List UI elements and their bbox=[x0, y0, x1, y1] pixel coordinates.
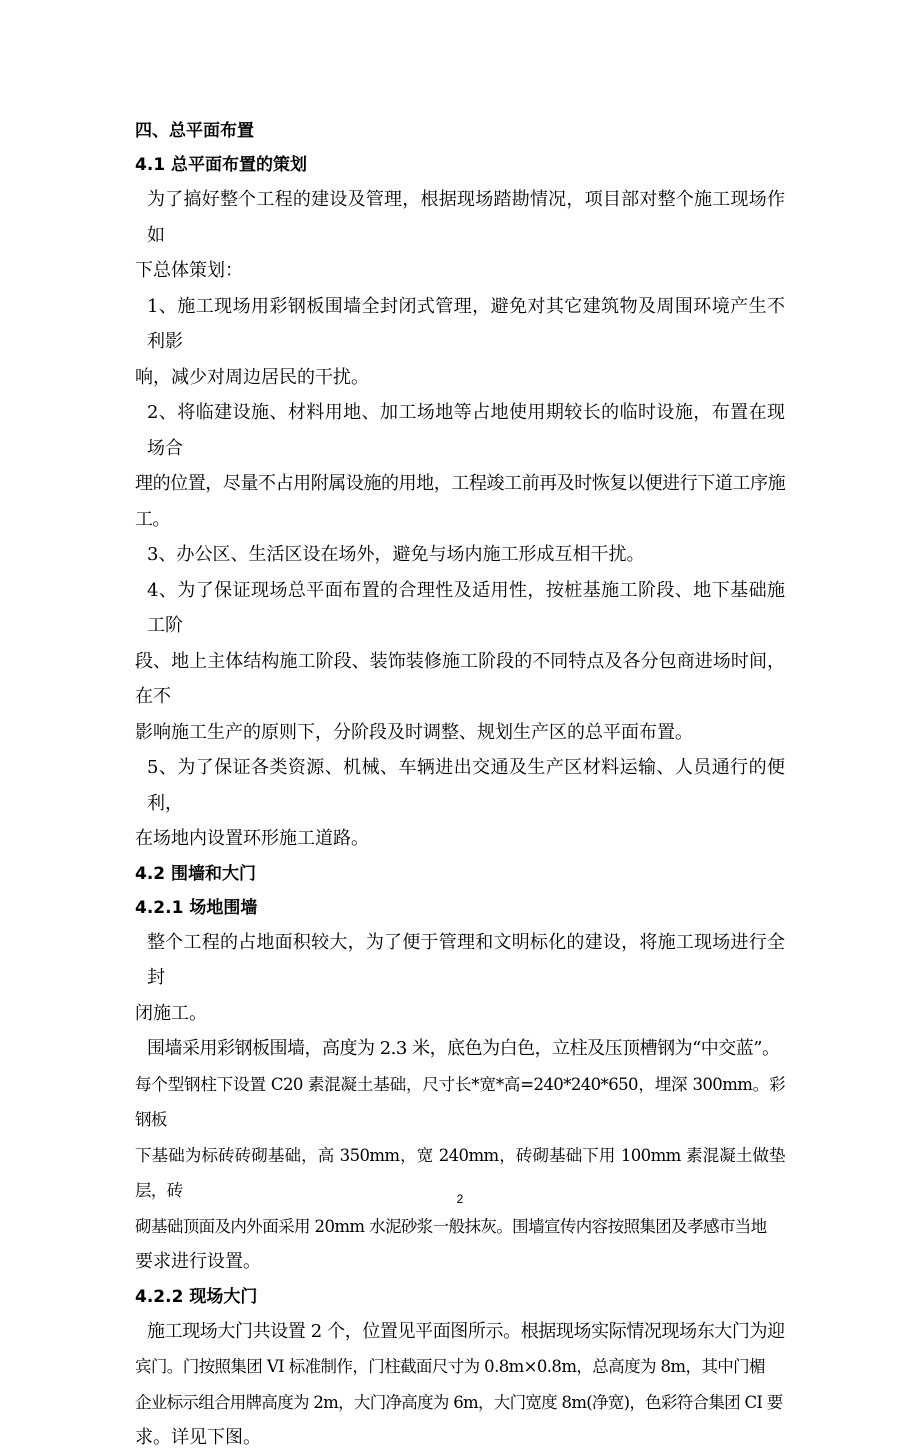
s421-p2-line-5: 要求进行设置。 bbox=[135, 1251, 261, 1272]
s41-item2-line-1: 2、将临建设施、材料用地、加工场地等占地使用期较长的临时设施，布置在现场合 bbox=[147, 402, 785, 459]
s41-item3-line-1: 3、办公区、生活区设在场外，避免与场内施工形成互相干扰。 bbox=[147, 544, 645, 565]
s421-p1-line-2: 闭施工。 bbox=[135, 1002, 207, 1024]
s421-p2-line-3: 下基础为标砖砖砌基础，高 350mm，宽 240mm，砖砌基础下用 100mm 素混凝土做垫层，砖 bbox=[135, 1145, 785, 1200]
s41-item2-line-2: 理的位置，尽量不占用附属设施的用地，工程竣工前再及时恢复以便进行下道工序施工。 bbox=[135, 473, 785, 530]
s421-p2-line-1: 围墙采用彩钢板围墙，高度为 2.3 米，底色为白色，立柱及压顶槽钢为“中交蓝”。 bbox=[147, 1038, 780, 1059]
s41-intro-line-2: 下总体策划： bbox=[135, 260, 243, 281]
s421-p2-line-2: 每个型钢柱下设置 C20 素混凝土基础，尺寸长*宽*高=240*240*650，埋深 300mm。彩钢板 bbox=[135, 1074, 785, 1129]
s422-p1-line-2: 宾门。门按照集团 VI 标准制作，门柱截面尺寸为 0.8m×0.8m，总高度为 8m，其中门楣 bbox=[135, 1357, 765, 1376]
s41-item5-line-2: 在场地内设置环形施工道路。 bbox=[135, 828, 369, 849]
subsection-title-4-2: 4.2 围墙和大门 bbox=[135, 863, 257, 884]
subsection-title-4-1: 4.1 总平面布置的策划 bbox=[135, 155, 308, 175]
subsection-title-4-2-2: 4.2.2 现场大门 bbox=[135, 1286, 258, 1307]
s41-item1-line-1: 1、施工现场用彩钢板围墙全封闭式管理，避免对其它建筑物及周围环境产生不利影 bbox=[147, 295, 785, 352]
s41-item4-line-2: 段、地上主体结构施工阶段、装饰装修施工阶段的不同特点及各分包商进场时间，在不 bbox=[135, 650, 785, 707]
page-number: 2 bbox=[456, 1192, 464, 1206]
s41-item4-line-3: 影响施工生产的原则下，分阶段及时调整、规划生产区的总平面布置。 bbox=[135, 721, 693, 743]
s421-p1-line-1: 整个工程的占地面积较大，为了便于管理和文明标化的建设，将施工现场进行全封 bbox=[147, 931, 785, 988]
s41-item1-line-2: 响，减少对周边居民的干扰。 bbox=[135, 366, 369, 388]
s421-p2-line-4: 砌基础顶面及内外面采用 20mm 水泥砂浆一般抹灰。围墙宣传内容按照集团及孝感市当地 bbox=[135, 1216, 767, 1236]
s41-item5-line-1: 5、为了保证各类资源、机械、车辆进出交通及生产区材料运输、人员通行的便利， bbox=[147, 757, 785, 814]
s422-p1-line-4: 求。详见下图。 bbox=[135, 1427, 261, 1448]
document-body bbox=[135, 114, 785, 1456]
s41-intro-line-1: 为了搞好整个工程的建设及管理，根据现场踏勘情况，项目部对整个施工现场作如 bbox=[147, 189, 785, 246]
s422-p1-line-1: 施工现场大门共设置 2 个，位置见平面图所示。根据现场实际情况现场东大门为迎 bbox=[147, 1320, 785, 1342]
s422-p1-line-3: 企业标示组合用牌高度为 2m，大门净高度为 6m，大门宽度 8m(净宽)，色彩符合集团 CI 要 bbox=[135, 1392, 783, 1412]
section-title: 四、总平面布置 bbox=[135, 121, 254, 141]
s41-item4-line-1: 4、为了保证现场总平面布置的合理性及适用性，按桩基施工阶段、地下基础施工阶 bbox=[147, 579, 785, 636]
subsection-title-4-2-1: 4.2.1 场地围墙 bbox=[135, 897, 258, 918]
